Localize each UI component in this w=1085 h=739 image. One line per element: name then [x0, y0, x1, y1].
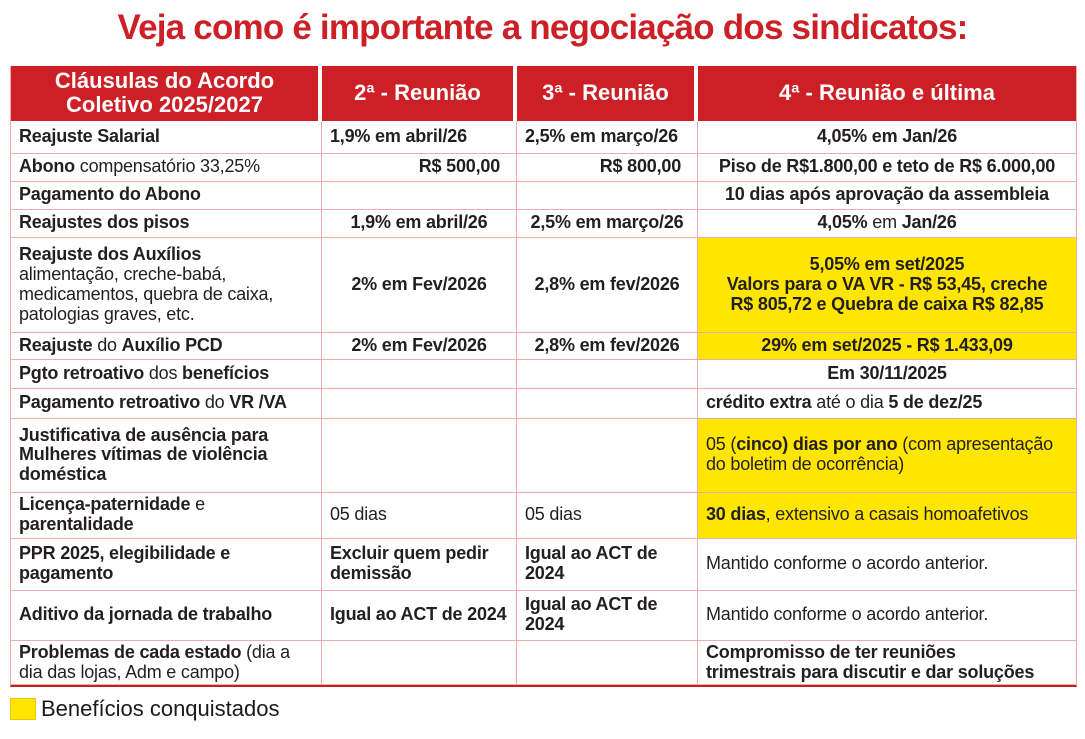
value-cell: 2,5% em março/26	[517, 121, 698, 154]
value-cell	[517, 389, 698, 419]
column-header-reuniao-2	[322, 66, 517, 121]
value-cell: 2% em Fev/2026	[322, 333, 517, 360]
value-cell: crédito extra até o dia 5 de dez/25	[698, 389, 1076, 419]
value-cell: 1,9% em abril/26	[322, 210, 517, 238]
clause-cell: Reajuste dos Auxílios alimentação, creche-babá, medicamentos, quebra de caixa, patologias graves, etc.	[11, 238, 322, 333]
value-cell	[322, 641, 517, 686]
page-title: Veja como é importante a negociação dos sindicatos:	[117, 8, 968, 47]
column-header-reuniao-4	[698, 66, 1076, 121]
table-row	[11, 210, 1076, 238]
value-cell: R$ 800,00	[517, 154, 698, 182]
value-cell: 1,9% em abril/26	[322, 121, 517, 154]
clause-cell: PPR 2025, elegibilidade e pagamento	[11, 539, 322, 591]
column-header-clausulas	[11, 66, 322, 121]
value-cell: Igual ao ACT de 2024	[322, 591, 517, 641]
value-cell: Igual ao ACT de 2024	[517, 539, 698, 591]
column-header-label: 4ª - Reunião e última	[779, 80, 995, 106]
column-header-label: 3ª - Reunião	[542, 80, 669, 106]
value-cell	[322, 419, 517, 493]
clause-cell: Justificativa de ausência para Mulheres vítimas de violência doméstica	[11, 419, 322, 493]
value-cell: 2,8% em fev/2026	[517, 333, 698, 360]
value-cell: 05 dias	[322, 493, 517, 539]
clause-cell: Pagamento do Abono	[11, 182, 322, 210]
column-header-reuniao-3	[517, 66, 698, 121]
value-cell: Compromisso de ter reuniões trimestrais para discutir e dar soluções	[698, 641, 1076, 686]
value-cell	[517, 419, 698, 493]
table-row	[11, 238, 1076, 333]
value-cell: 4,05% em Jan/26	[698, 210, 1076, 238]
value-cell: Em 30/11/2025	[698, 360, 1076, 389]
value-cell: 4,05% em Jan/26	[698, 121, 1076, 154]
legend-label: Benefícios conquistados	[41, 696, 280, 722]
value-cell: 2,5% em março/26	[517, 210, 698, 238]
clause-cell: Reajuste Salarial	[11, 121, 322, 154]
value-cell	[517, 641, 698, 686]
table-row	[11, 154, 1076, 182]
value-cell: Excluir quem pedir demissão	[322, 539, 517, 591]
clause-cell: Licença-paternidade e parentalidade	[11, 493, 322, 539]
table-row	[11, 333, 1076, 360]
table-row	[11, 539, 1076, 591]
clause-cell: Abono compensatório 33,25%	[11, 154, 322, 182]
value-cell: Mantido conforme o acordo anterior.	[698, 591, 1076, 641]
table-header-row	[11, 66, 1076, 121]
table-row	[11, 121, 1076, 154]
legend	[10, 696, 1085, 722]
value-cell	[517, 360, 698, 389]
clause-cell: Reajuste do Auxílio PCD	[11, 333, 322, 360]
value-cell: Igual ao ACT de 2024	[517, 591, 698, 641]
value-cell	[517, 182, 698, 210]
value-cell	[322, 182, 517, 210]
table-row	[11, 360, 1076, 389]
table-row	[11, 389, 1076, 419]
value-cell	[322, 389, 517, 419]
benefit-won-cell: 05 (cinco) dias por ano (com apresentação do boletim de ocorrência)	[698, 419, 1076, 493]
value-cell: 2,8% em fev/2026	[517, 238, 698, 333]
benefit-won-cell: 29% em set/2025 - R$ 1.433,09	[698, 333, 1076, 360]
table-row	[11, 182, 1076, 210]
clause-cell: Problemas de cada estado (dia a dia das lojas, Adm e campo)	[11, 641, 322, 686]
column-header-label: Cláusulas do Acordo Coletivo 2025/2027	[54, 68, 275, 118]
value-cell: Piso de R$1.800,00 e teto de R$ 6.000,00	[698, 154, 1076, 182]
benefit-won-cell: 5,05% em set/2025 Valors para o VA VR - R$ 53,45, creche R$ 805,72 e Quebra de caixa R$ 82,85	[698, 238, 1076, 333]
table-row	[11, 591, 1076, 641]
table-row	[11, 493, 1076, 539]
benefit-won-cell: 30 dias, extensivo a casais homoafetivos	[698, 493, 1076, 539]
clause-cell: Pgto retroativo dos benefícios	[11, 360, 322, 389]
value-cell: 10 dias após aprovação da assembleia	[698, 182, 1076, 210]
clause-cell: Reajustes dos pisos	[11, 210, 322, 238]
clause-cell: Aditivo da jornada de trabalho	[11, 591, 322, 641]
value-cell: 2% em Fev/2026	[322, 238, 517, 333]
table-body	[11, 121, 1076, 686]
value-cell: 05 dias	[517, 493, 698, 539]
value-cell: R$ 500,00	[322, 154, 517, 182]
table-row	[11, 419, 1076, 493]
clause-cell: Pagamento retroativo do VR /VA	[11, 389, 322, 419]
value-cell	[322, 360, 517, 389]
yellow-swatch-icon	[10, 698, 36, 720]
table-row	[11, 641, 1076, 686]
value-cell: Mantido conforme o acordo anterior.	[698, 539, 1076, 591]
column-header-label: 2ª - Reunião	[354, 80, 481, 106]
negotiation-table	[10, 66, 1077, 688]
